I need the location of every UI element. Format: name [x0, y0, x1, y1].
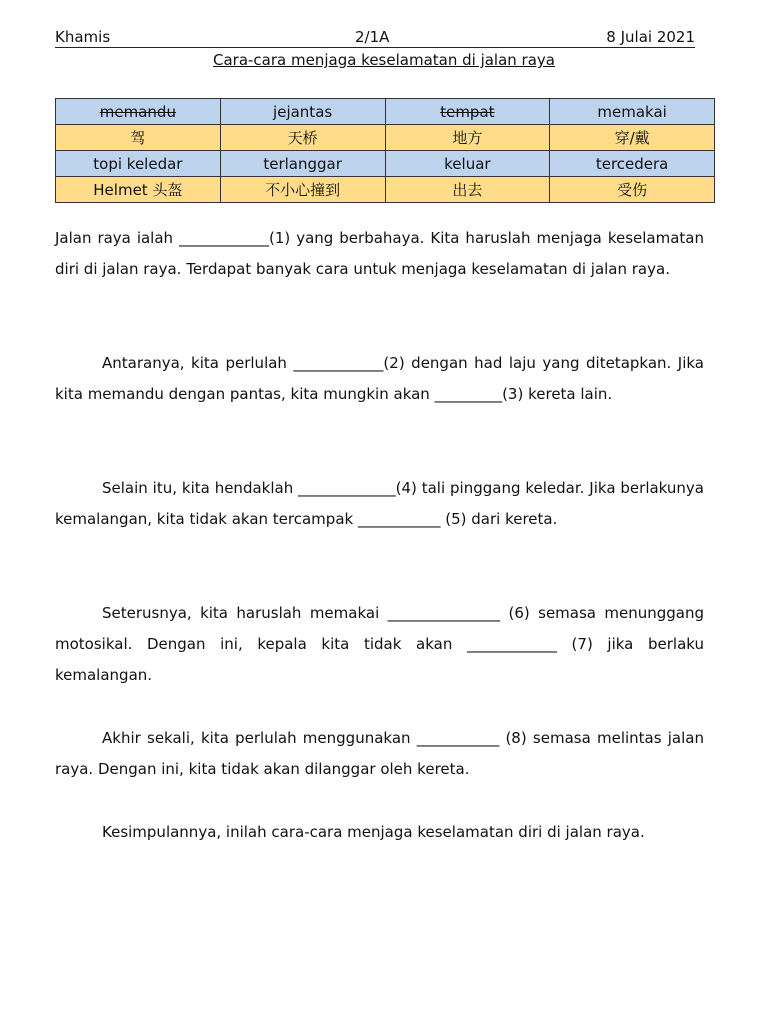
- vocab-cell: jejantas: [220, 99, 385, 125]
- vocab-cell: 天桥: [220, 125, 385, 151]
- vocab-cell: tercedera: [550, 151, 715, 177]
- passage-paragraph-1: Jalan raya ialah ____________(1) yang berbahaya. Kita haruslah menjaga keselamatan diri di jalan raya. Terdapat banyak cara untuk menjaga keselamatan di jalan raya.: [55, 229, 704, 278]
- vocab-cell: 驾: [56, 125, 221, 151]
- vocab-cell: 穿/戴: [550, 125, 715, 151]
- vocab-cell: memakai: [550, 99, 715, 125]
- vocab-cell: topi keledar: [56, 151, 221, 177]
- vocab-row-chinese-1: [56, 125, 715, 151]
- vocab-cell: memandu: [56, 99, 221, 125]
- worksheet-title: Cara-cara menjaga keselamatan di jalan raya: [212, 51, 555, 69]
- vocab-cell: keluar: [385, 151, 550, 177]
- header-class: 2/1A: [355, 28, 390, 46]
- passage-paragraph-2: Antaranya, kita perlulah ____________(2) dengan had laju yang ditetapkan. Jika kita memandu dengan pantas, kita mungkin akan _________(3) kereta lain.: [55, 354, 704, 403]
- vocabulary-table: [55, 98, 715, 203]
- worksheet-header: [55, 27, 695, 48]
- vocab-row-chinese-2: [56, 177, 715, 203]
- vocab-cell: 受伤: [550, 177, 715, 203]
- vocab-cell: 出去: [385, 177, 550, 203]
- passage-paragraph-6: Kesimpulannya, inilah cara-cara menjaga keselamatan diri di jalan raya.: [102, 823, 645, 841]
- vocab-row-malay-2: [56, 151, 715, 177]
- header-day: Khamis: [55, 28, 111, 46]
- vocab-cell: 不小心撞到: [220, 177, 385, 203]
- vocab-cell: tempat: [385, 99, 550, 125]
- passage-paragraph-4: Seterusnya, kita haruslah memakai _______________ (6) semasa menunggang motosikal. Dengan ini, kepala kita tidak akan ____________ (7) jika berlaku kemalangan.: [55, 604, 704, 684]
- passage-paragraph-3: Selain itu, kita hendaklah _____________(4) tali pinggang keledar. Jika berlakunya kemalangan, kita tidak akan tercampak ___________ (5) dari kereta.: [55, 479, 704, 528]
- vocab-cell: Helmet 头盔: [56, 177, 221, 203]
- vocab-cell: 地方: [385, 125, 550, 151]
- vocab-cell: terlanggar: [220, 151, 385, 177]
- header-date: 8 Julai 2021: [606, 28, 695, 46]
- passage-paragraph-5: Akhir sekali, kita perlulah menggunakan ___________ (8) semasa melintas jalan raya. Dengan ini, kita tidak akan dilanggar oleh kereta.: [55, 729, 704, 778]
- vocab-row-malay-1: [56, 99, 715, 125]
